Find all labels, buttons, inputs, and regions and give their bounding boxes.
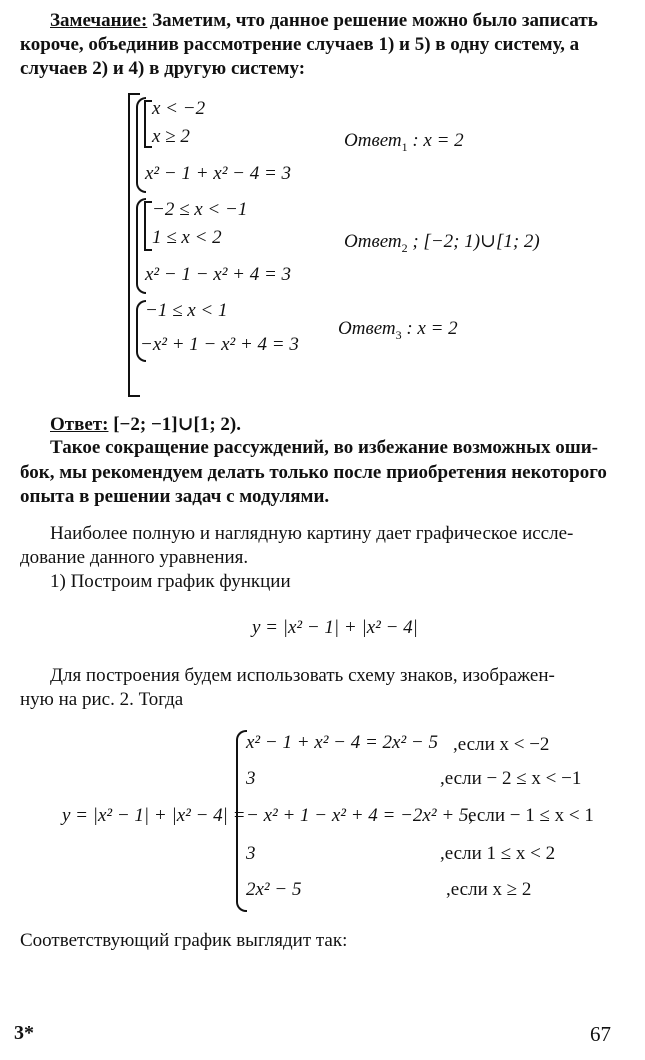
answer-2-value: ; [−2; 1)∪[1; 2) xyxy=(412,231,540,252)
case-1-cond: ,если x < −2 xyxy=(453,734,550,755)
answer-2-sub: 2 xyxy=(401,240,408,255)
case-3-expr: − x² + 1 − x² + 4 = −2x² + 5, xyxy=(246,805,474,826)
scheme-line-2: ную на рис. 2. Тогда xyxy=(20,689,184,710)
system-1-equation: x² − 1 + x² − 4 = 3 xyxy=(145,163,292,184)
graphic-step-1: 1) Построим график функции xyxy=(50,571,291,592)
system-1-row-1: x < −2 xyxy=(152,98,206,119)
case-4-cond: ,если 1 ≤ x < 2 xyxy=(440,843,556,864)
case-2-cond: ,если − 2 ≤ x < −1 xyxy=(440,768,582,789)
answer-3-sub: 3 xyxy=(395,327,402,342)
page-number: 67 xyxy=(590,1022,611,1046)
case-5-expr: 2x² − 5 xyxy=(246,879,302,900)
system-1-answer xyxy=(344,130,464,152)
system-2-row-1: −2 ≤ x < −1 xyxy=(152,199,248,220)
remark-text-1: Заметим, что данное решение можно было записать xyxy=(152,10,598,31)
final-answer-value: [−2; −1]∪[1; 2). xyxy=(113,414,242,435)
system-2-row-2: 1 ≤ x < 2 xyxy=(152,227,222,248)
graphic-line-1: Наиболее полную и наглядную картину дает графическое иссле- xyxy=(50,523,574,544)
answer-1-label: Ответ xyxy=(344,130,402,151)
answer-3-value: : x = 2 xyxy=(406,318,458,339)
scheme-line-1: Для построения будем использовать схему знаков, изображен- xyxy=(50,665,555,686)
answer-1-value: : x = 2 xyxy=(412,130,464,151)
graphic-line-2: дование данного уравнения. xyxy=(20,547,249,568)
case-3-cond: если − 1 ≤ x < 1 xyxy=(468,805,594,826)
advice-line-3: опыта в решении задач с модулями. xyxy=(20,486,330,507)
case-2-expr: 3 xyxy=(246,768,256,789)
final-answer-label: Ответ: xyxy=(50,414,109,435)
system-3-answer xyxy=(338,318,458,340)
final-answer xyxy=(50,413,241,436)
remark-line-1 xyxy=(50,10,598,32)
answer-3-label: Ответ xyxy=(338,318,396,339)
answer-2-label: Ответ xyxy=(344,231,402,252)
system-2-answer xyxy=(344,230,540,253)
system-3-equation: −x² + 1 − x² + 4 = 3 xyxy=(140,334,299,355)
system-1-inner-bracket xyxy=(144,100,152,148)
system-1-row-2: x ≥ 2 xyxy=(152,126,190,147)
case-1-expr: x² − 1 + x² − 4 = 2x² − 5 xyxy=(246,732,438,753)
piecewise-lhs: y = |x² − 1| + |x² − 4| = xyxy=(62,805,246,826)
answer-1-sub: 1 xyxy=(401,139,408,154)
graph-intro: Соответствующий график выглядит так: xyxy=(20,930,348,951)
advice-line-1: Такое сокращение рассуждений, во избежание возможных оши- xyxy=(50,437,599,458)
case-5-cond: ,если x ≥ 2 xyxy=(446,879,532,900)
remark-line-2: короче, объединив рассмотрение случаев 1) и 5) в одну систему, а xyxy=(20,34,580,55)
remark-label: Замечание: xyxy=(50,10,148,31)
remark-line-3: случаев 2) и 4) в другую систему: xyxy=(20,58,306,79)
function-formula: y = |x² − 1| + |x² − 4| xyxy=(252,617,418,638)
system-2-inner-bracket xyxy=(144,201,152,251)
advice-line-2: бок, мы рекомендуем делать только после приобретения некоторого xyxy=(20,462,607,483)
signature-mark: 3* xyxy=(14,1022,34,1044)
case-4-expr: 3 xyxy=(246,843,256,864)
system-3-row-1: −1 ≤ x < 1 xyxy=(145,300,228,321)
system-2-equation: x² − 1 − x² + 4 = 3 xyxy=(145,264,292,285)
